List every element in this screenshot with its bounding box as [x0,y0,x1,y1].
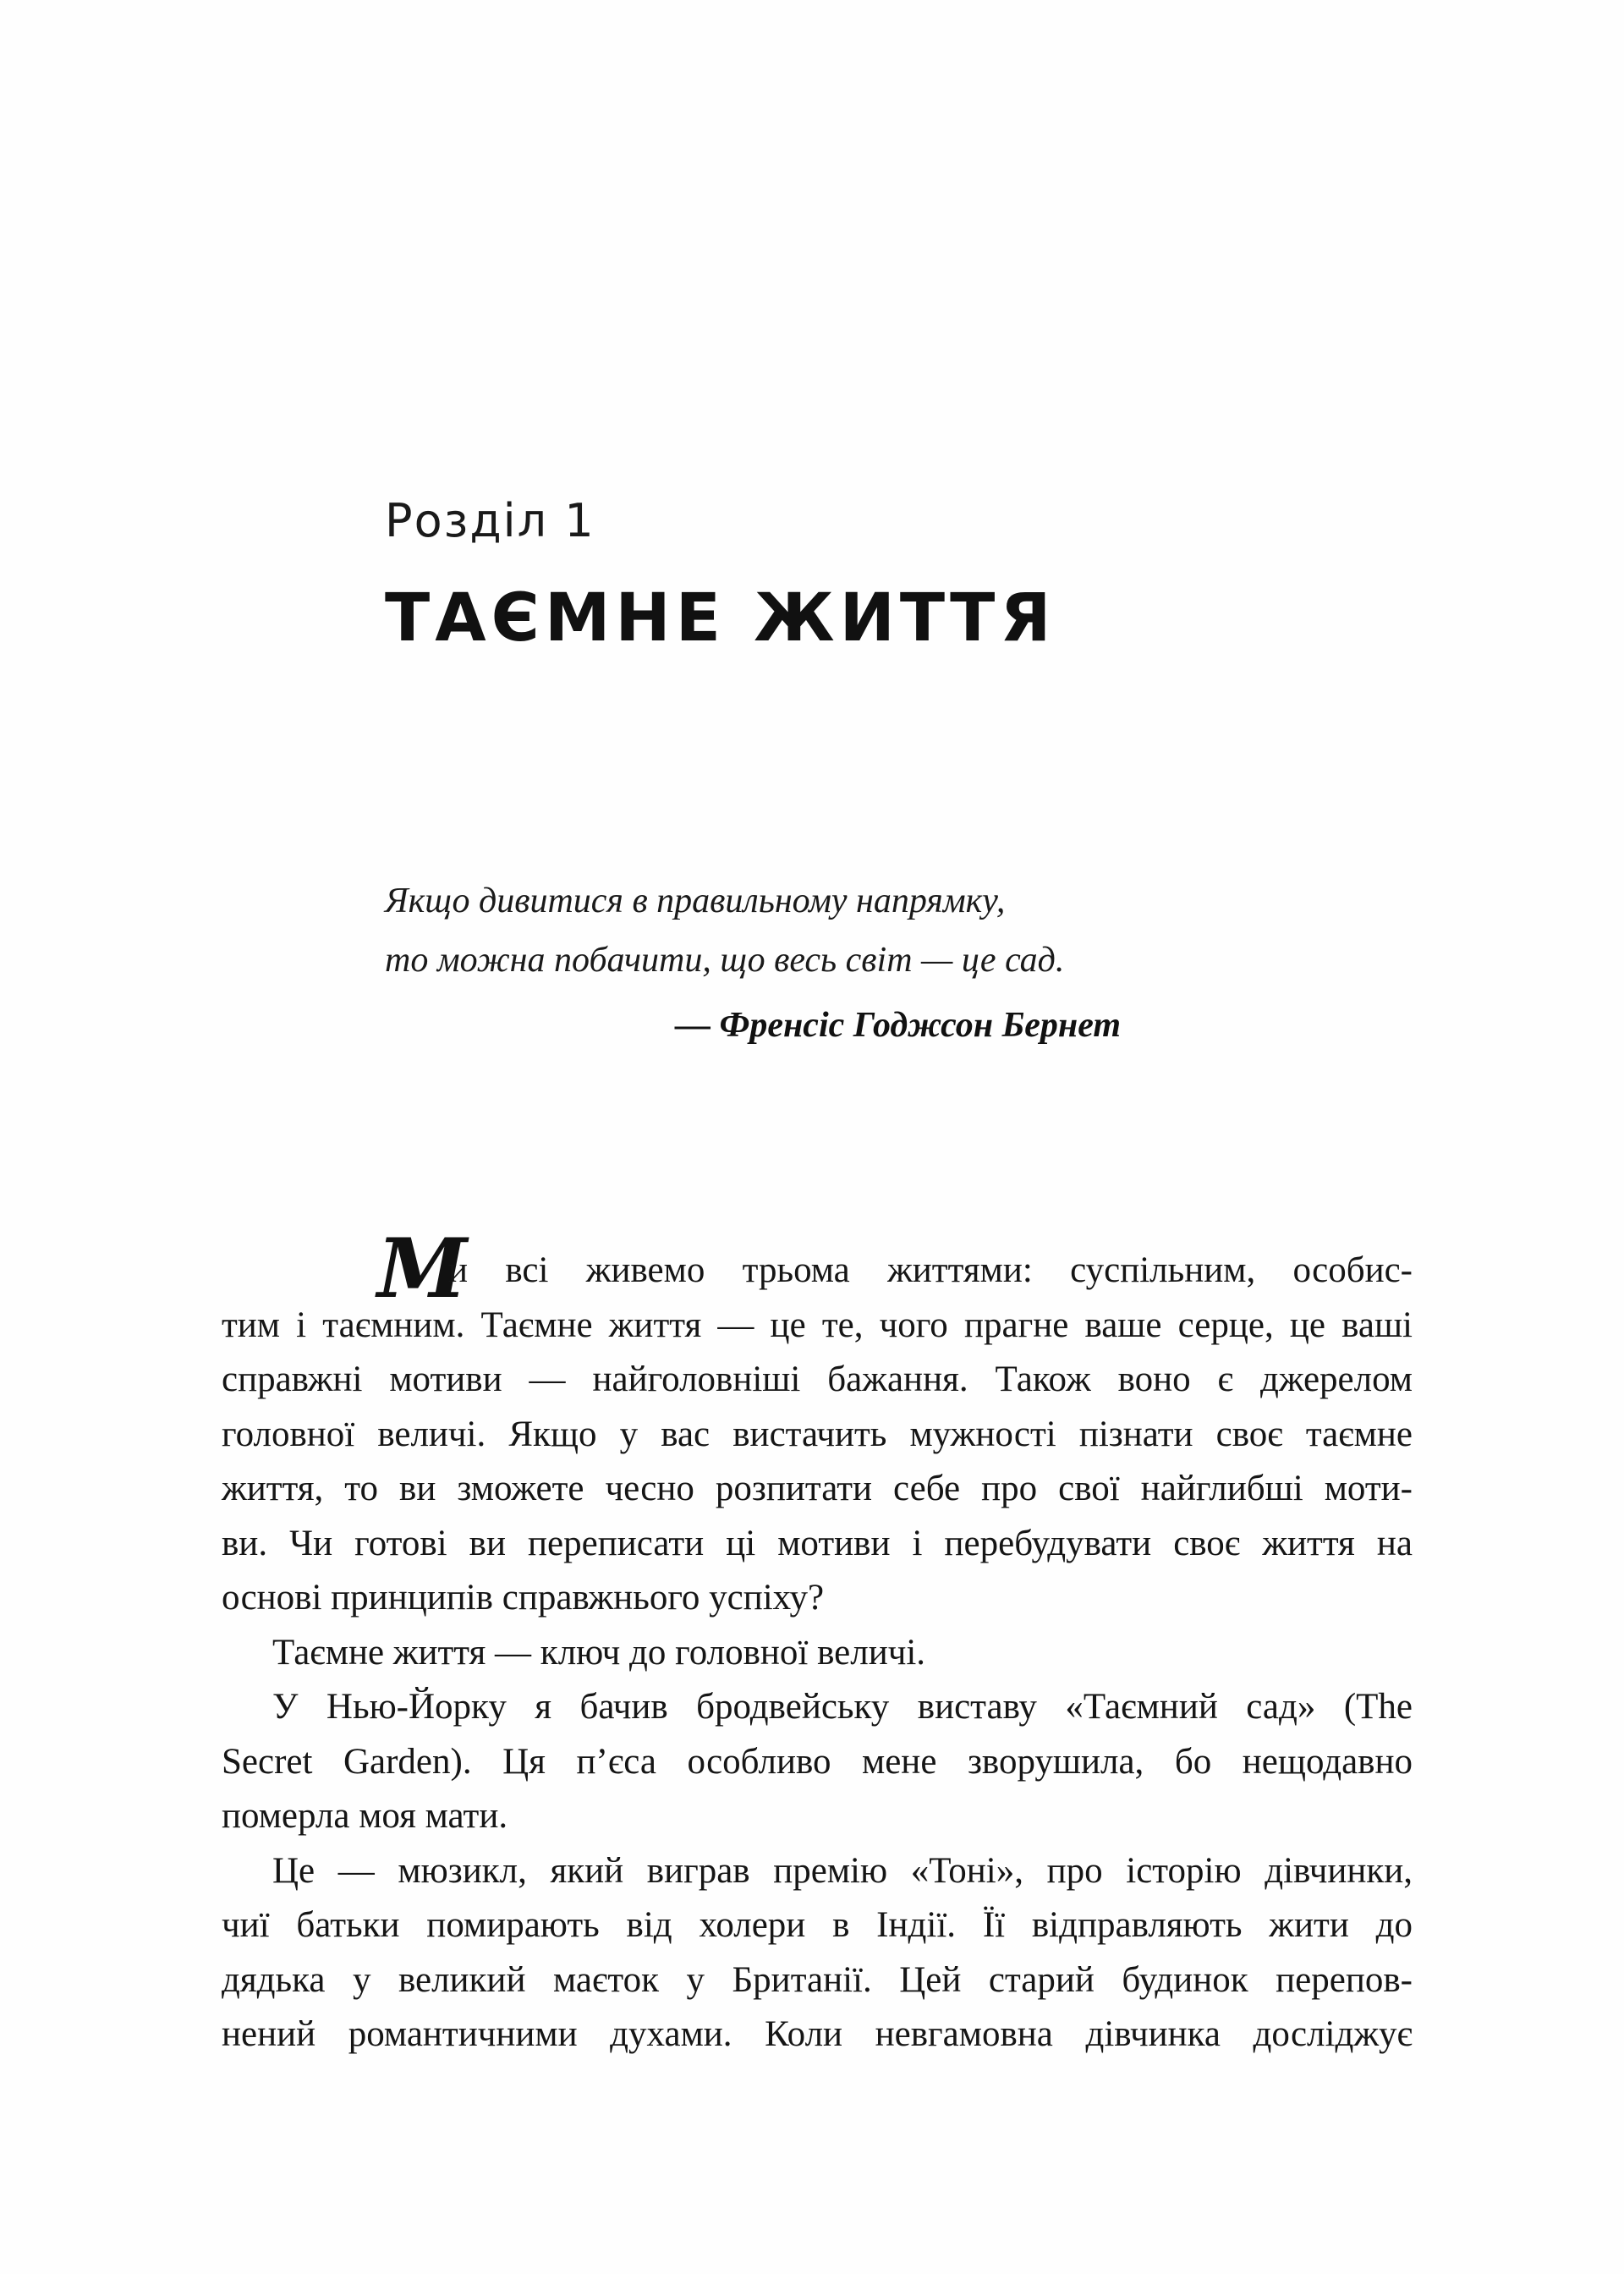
epigraph-line: Якщо дивитися в правильному напрямку, [385,882,1006,920]
epigraph-line: то можна побачити, що весь світ — це сад. [385,941,1065,980]
body-line: и всі живемо трьома життями: суспільним, особис- [448,1250,1413,1290]
body-text [222,1244,1413,2063]
body-line: нений романтичними духами. Коли невгамовна дівчинка досліджує [222,2014,1413,2054]
chapter-title: ТАЄМНЕ ЖИТТЯ [385,580,1056,656]
epigraph [385,871,1146,990]
body-line: основі принципів справжнього успіху? [222,1578,825,1618]
body-line: Таємне життя — ключ до головної величі. [272,1632,926,1673]
body-line: Це — мюзикл, який виграв премію «Тоні», про історію дівчинки, [272,1850,1413,1891]
body-line: ви. Чи готові ви переписати ці мотиви і перебудувати своє життя на [222,1523,1413,1563]
body-line: Secret Garden). Ця п’єса особливо мене зворушила, бо нещодавно [222,1741,1413,1782]
body-line: У Нью-Йорку я бачив бродвейську виставу «Таємний сад» (The [272,1687,1413,1727]
body-line: тим і таємним. Таємне життя — це те, чого прагне ваше серце, це ваші [222,1305,1413,1345]
body-line: дядька у великий маєток у Британії. Цей старий будинок перепов- [222,1959,1413,2000]
drop-cap: М [377,1221,468,1316]
body-line: чиї батьки помирають від холери в Індії. Її відправляють жити до [222,1905,1413,1945]
chapter-label: Розділ 1 [385,494,595,547]
body-line: померла моя мати. [222,1796,508,1836]
body-line: життя, то ви зможете чесно розпитати себе про свої найглибші моти- [222,1469,1413,1508]
epigraph-author: — Френсіс Годжсон Бернет [675,1006,1121,1045]
body-line: головної величі. Якщо у вас вистачить мужності пізнати своє таємне [222,1414,1413,1454]
body-line: справжні мотиви — найголовніші бажання. Також воно є джерелом [222,1359,1413,1399]
